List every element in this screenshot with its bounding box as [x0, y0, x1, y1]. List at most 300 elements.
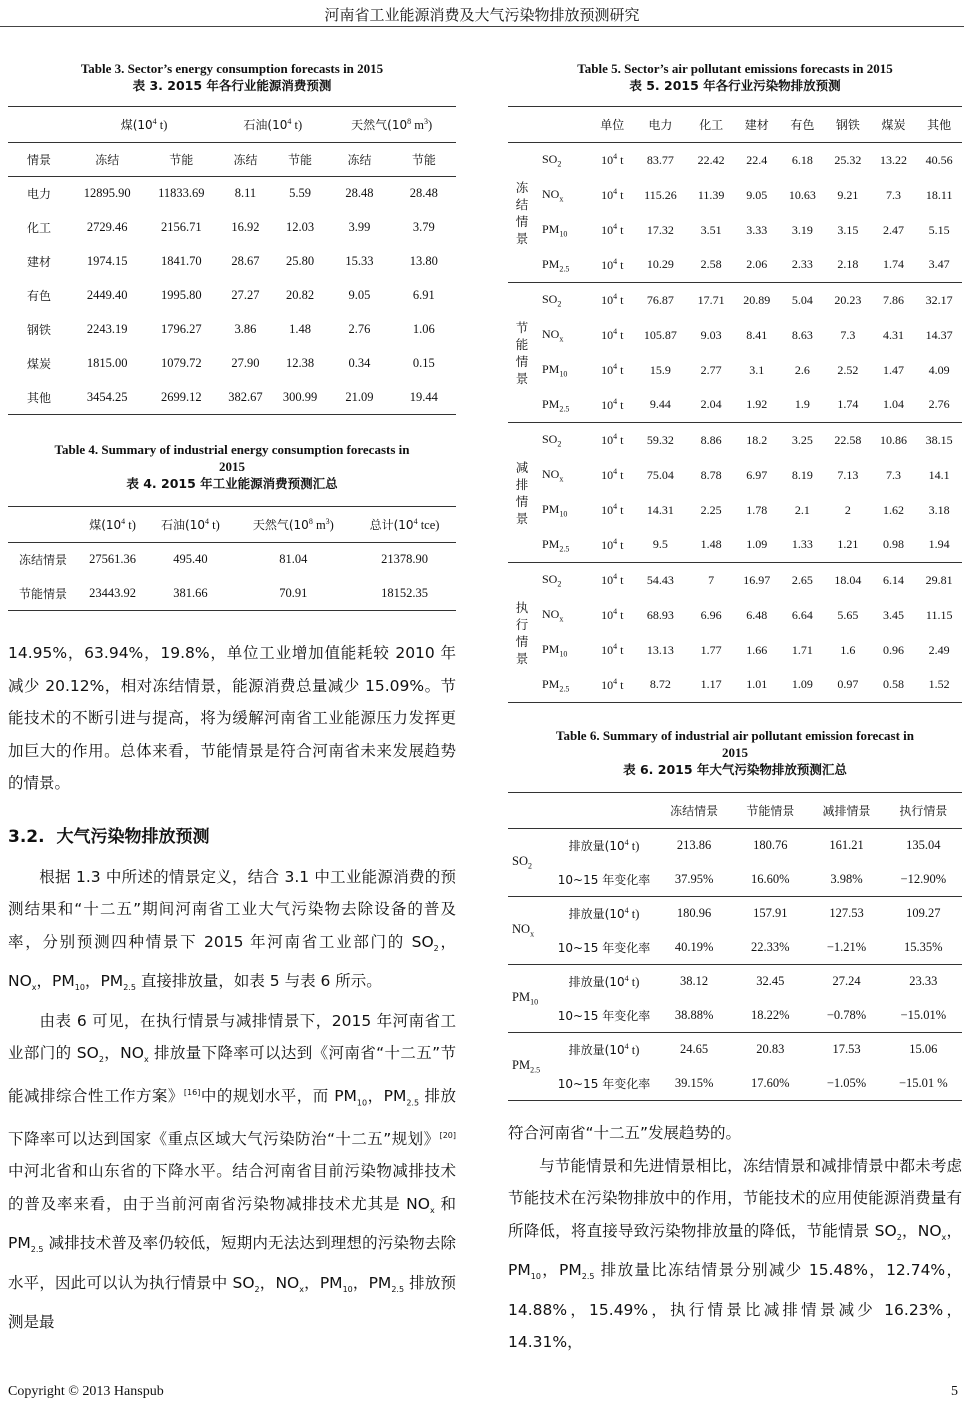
table6-cell: 39.15%	[674, 1075, 714, 1090]
table3-cell: 8.11	[234, 186, 257, 201]
table5-cell: 6.97	[746, 467, 768, 482]
table3-cell: 0.15	[412, 356, 435, 370]
scenario-label-char: 景	[515, 510, 529, 526]
table5-cell: 5.15	[928, 222, 950, 237]
change-rate-label: 10~15 年变化率	[557, 1076, 651, 1091]
table3-cell: 12.38	[285, 356, 315, 370]
table6-cell: 37.95%	[674, 871, 714, 886]
table6-header-cell: 执行情景	[899, 804, 948, 818]
table3-cell: 1.48	[289, 322, 311, 336]
table4-cell: 381.66	[173, 585, 208, 600]
table6-body	[508, 829, 962, 1101]
table3-cell: 382.67	[228, 389, 263, 404]
table5-cell: 1.71	[791, 642, 813, 657]
table5-cell: 7.3	[840, 327, 856, 342]
table6-row	[508, 829, 962, 863]
table3-cell: 1079.72	[160, 356, 202, 370]
table5-header-row	[508, 107, 962, 143]
table5-row	[508, 493, 962, 528]
table3-cell: 28.67	[231, 254, 260, 268]
unit-cell: $10^4$ t	[601, 187, 624, 202]
pollutant-label: $SO_2$	[512, 854, 532, 871]
table5-cell: 76.87	[646, 292, 674, 307]
table6-cell: 180.96	[676, 906, 712, 921]
table5-row	[508, 318, 962, 353]
table6-cell: 40.19%	[674, 939, 714, 954]
table5-cell: 29.81	[925, 572, 953, 587]
table6-cell: −0.78%	[826, 1007, 867, 1022]
table3-cell: 12895.90	[83, 186, 131, 201]
sector-label: 煤炭	[26, 357, 51, 371]
table5-cell: 2.77	[700, 362, 722, 377]
unit-cell: $10^4$ t	[601, 152, 624, 168]
table3-cell: 2156.71	[160, 220, 202, 234]
table5-cell: 2.1	[794, 502, 810, 517]
table5-cell: 10.63	[788, 187, 816, 202]
unit-cell: $10^4$ t	[601, 396, 624, 412]
table5-cell: 17.32	[646, 222, 674, 237]
table5-header-cell: 单位	[600, 118, 625, 132]
table6-cell: 32.45	[756, 974, 785, 989]
table5-cell: 1.48	[700, 537, 722, 552]
unit-cell: $10^4$ t	[601, 256, 624, 272]
table3-cell: 1796.27	[160, 322, 202, 336]
table3-cell: 1.06	[412, 322, 435, 336]
table6-cell: −12.90%	[900, 871, 947, 886]
table5-cell: 10.29	[646, 257, 674, 272]
table6-cell: −1.05%	[826, 1075, 867, 1090]
table5-cell: 8.72	[649, 677, 671, 692]
table6-cell: 38.12	[680, 974, 709, 989]
table6-cell: 27.24	[832, 974, 861, 989]
pollutant-label: $PM_{10}$	[542, 221, 568, 239]
table5-row	[508, 458, 962, 493]
table5-cell: 6.14	[883, 572, 905, 587]
table5-cell: 3.47	[928, 257, 950, 272]
table3-body	[8, 177, 456, 415]
right-column	[508, 60, 962, 1359]
unit-cell: $10^4$ t	[601, 676, 624, 692]
table3-cell: 13.80	[409, 254, 438, 268]
table4-caption	[8, 441, 456, 492]
table6-cell: 17.53	[832, 1042, 861, 1057]
table6-cell: −1.21%	[826, 939, 867, 954]
table3-cell: 2729.46	[86, 220, 128, 234]
emission-label: 排放量($10^4$ t)	[568, 1042, 640, 1058]
table5-cell: 3.25	[791, 432, 813, 447]
table3-cell: 0.34	[348, 356, 371, 370]
table5-cell: 3.51	[700, 222, 722, 237]
table5-row	[508, 248, 962, 283]
table6-cell: 213.86	[676, 838, 712, 853]
table5-cell: 8.19	[791, 467, 813, 482]
pollutant-label: $PM_{10}$	[512, 990, 539, 1007]
table5-header-cell: 电力	[648, 118, 673, 132]
scenario-vertical-label	[508, 563, 536, 703]
scenario-label-char: 冻	[515, 179, 529, 195]
table4-caption-zh: 表 4. 2015 年工业能源消费预测汇总	[126, 476, 338, 491]
table5-cell: 2.18	[837, 257, 859, 272]
table5-header-cell: 其他	[927, 118, 952, 132]
table5-cell: 1.09	[746, 537, 768, 552]
pollutant-label: $SO_2$	[542, 152, 562, 169]
change-rate-label: 10~15 年变化率	[557, 1008, 651, 1023]
sector-label: 有色	[26, 289, 51, 303]
emission-label: 排放量($10^4$ t)	[568, 838, 640, 854]
table5-cell: 83.77	[646, 152, 674, 167]
pollutant-label: $PM_{10}$	[542, 361, 568, 379]
table6-header-row	[508, 793, 962, 829]
table5-cell: 9.03	[700, 327, 722, 342]
table5-cell: 8.63	[791, 327, 813, 342]
table3-cell: 16.92	[231, 220, 260, 234]
table5-cell: 3.18	[928, 502, 950, 517]
table4-caption-en-1: Table 4. Summary of industrial energy consumption forecasts in	[54, 442, 410, 457]
table6-cell: 135.04	[906, 838, 941, 853]
table3-cell: 19.44	[409, 389, 438, 404]
table3-cell: 1995.80	[160, 288, 202, 302]
left-paragraph-3: 由表 6 可见，在执行情景与减排情景下，2015 年河南省工业部门的 $SO_2$，$NO_x$ 排放量下降率可以达到《河南省“十二五”节能减排综合性工作方案》[16]中的规划水平，而 $PM_{10}$，$PM_{2.5}$ 排放下降率可以达到国家《重点区域大气污染防治“十二五”规划》[20]中河北省和山东省的下降水平。结合河南省目前污染物减排技术的普及率来看，由于当前河南省污染物减排技术尤其是 $NO_x$ 和 $PM_{2.5}$ 减排技术普及率仍较低，短期内无法达到理想的污染物去除水平，因此可以认为执行情景中 $SO_2$，$NO_x$，$PM_{10}$，$PM_{2.5}$ 排放预测是最	[8, 1011, 456, 1332]
table3-row	[8, 279, 456, 313]
scenario-label-char: 排	[515, 476, 529, 492]
unit-cell: $10^4$ t	[601, 432, 624, 448]
table5-cell: 14.31	[646, 502, 674, 517]
table3	[8, 106, 456, 415]
citation-16: [16]	[183, 1087, 201, 1097]
scenario-label-char: 执	[515, 599, 529, 615]
scenario-vertical-label	[508, 143, 536, 283]
table5-cell: 1.17	[700, 677, 722, 692]
table5-cell: 15.9	[649, 362, 671, 377]
pollutant-label: $PM_{2.5}$	[512, 1058, 541, 1075]
table3-cell: 1815.00	[86, 356, 128, 370]
left-paragraph-2: 根据 1.3 中所述的情景定义，结合 3.1 中工业能源消费的预测结果和“十二五”期间河南省工业大气污染物去除设备的普及率，分别预测四种情景下 2015 年河南省工业部门的 $SO_2$，$NO_x$，$PM_{10}$，$PM_{2.5}$ 直接排放量，如表 5 与表 6 所示。	[8, 867, 456, 993]
table5-header-cell: 有色	[790, 118, 815, 132]
table6-row	[508, 1033, 962, 1067]
table5-cell: 9.21	[837, 187, 859, 202]
table5-caption-zh: 表 5. 2015 年各行业污染物排放预测	[629, 78, 841, 93]
table5-row	[508, 598, 962, 633]
table4-header-gas: 天然气($10^8$ $m^3$)	[252, 516, 334, 532]
table5	[508, 106, 962, 703]
table5-cell: 54.43	[646, 572, 674, 587]
table5-cell: 2.76	[928, 397, 950, 412]
table5-cell: 75.04	[646, 467, 674, 482]
table3-row	[8, 177, 456, 211]
table5-cell: 3.1	[749, 362, 765, 377]
table5-cell: 1.74	[837, 397, 859, 412]
table5-cell: 105.87	[643, 327, 677, 342]
emission-label: 排放量($10^4$ t)	[568, 974, 640, 990]
table6-row	[508, 931, 962, 965]
table5-cell: 68.93	[646, 607, 674, 622]
table5-cell: 11.15	[925, 607, 953, 622]
right-paragraph-2: 与节能情景和先进情景相比，冻结情景和减排情景中都未考虑节能技术在污染物排放中的作用，节能技术的应用使能源消费量有所降低，将直接导致污染物排放量的降低，节能情景 $SO_2$，$NO_x$，$PM_{10}$，$PM_{2.5}$ 排放量比冻结情景分别减少 15.48%，12.74%，14.88%，15.49%，执行情景比减排情景减少 16.23%，14.31%，	[508, 1156, 962, 1352]
pollutant-label: $SO_2$	[542, 432, 562, 449]
scenario-label-char: 景	[515, 230, 529, 246]
sector-label: 化工	[26, 221, 51, 235]
table5-cell: 8.41	[746, 327, 768, 342]
table5-cell: 20.89	[743, 292, 771, 307]
table4-cell: 70.91	[279, 585, 308, 600]
table5-cell: 9.05	[746, 187, 768, 202]
pollutant-label: $NO_x$	[512, 922, 535, 939]
table5-cell: 1.01	[746, 677, 768, 692]
table5-header-cell: 化工	[699, 118, 724, 132]
table3-cell: 300.99	[282, 389, 318, 404]
sector-label: 建材	[26, 255, 51, 269]
table5-cell: 40.56	[925, 152, 953, 167]
scenario-label-char: 情	[515, 633, 529, 649]
scenario-label-char: 情	[515, 493, 529, 509]
table3-cell: 3.99	[348, 220, 371, 234]
table5-row	[508, 213, 962, 248]
table5-cell: 6.48	[746, 607, 768, 622]
pollutant-label: $PM_{10}$	[542, 501, 568, 519]
table5-cell: 3.33	[746, 222, 768, 237]
table5-cell: 2.49	[928, 642, 950, 657]
pollutant-label: $PM_{2.5}$	[542, 676, 570, 693]
table3-header-row	[8, 107, 456, 143]
table5-cell: 38.15	[925, 432, 953, 447]
table3-header-coal: 煤($10^4$ t)	[120, 116, 168, 132]
section-number: 3.2.	[8, 826, 45, 847]
table5-cell: 10.86	[880, 432, 908, 447]
table5-cell: 1.78	[746, 502, 768, 517]
table5-cell: 1.09	[791, 677, 813, 692]
table4-cell: 81.04	[279, 552, 308, 567]
scenario-label-char: 情	[515, 213, 529, 229]
table3-row	[8, 313, 456, 347]
table3-row	[8, 211, 456, 245]
table5-row	[508, 563, 962, 598]
table6-row	[508, 1067, 962, 1101]
table3-cell: 1974.15	[86, 254, 128, 268]
unit-cell: $10^4$ t	[601, 362, 624, 377]
running-header: 河南省工业能源消费及大气污染物排放预测研究	[324, 6, 640, 24]
unit-cell: $10^4$ t	[601, 502, 624, 517]
table4-row	[8, 577, 456, 611]
table4-cell: 27561.36	[89, 552, 136, 567]
table6-caption	[508, 727, 962, 778]
table3-row	[8, 381, 456, 415]
pollutant-label: $PM_{2.5}$	[542, 256, 570, 273]
table6-header-cell: 节能情景	[746, 804, 795, 818]
pollutant-label: $PM_{2.5}$	[542, 396, 570, 413]
table5-cell: 8.86	[700, 432, 722, 447]
table5-cell: 7.3	[886, 187, 902, 202]
table5-row	[508, 668, 962, 703]
table5-cell: 1.94	[928, 537, 950, 552]
table3-cell: 5.59	[289, 186, 311, 201]
table4	[8, 506, 456, 611]
scenario-label-char: 能	[515, 336, 529, 352]
scenario-vertical-label	[508, 423, 536, 563]
table5-cell: 11.39	[697, 187, 725, 202]
table3-cell: 2449.40	[86, 288, 128, 302]
table3-cell: 9.05	[348, 288, 371, 302]
table5-cell: 16.97	[743, 572, 771, 587]
pollutant-label: $SO_2$	[542, 292, 562, 309]
table5-cell: 25.32	[834, 152, 862, 167]
pollutant-label: $PM_{10}$	[542, 641, 568, 659]
table5-cell: 0.97	[837, 677, 859, 692]
table5-cell: 1.6	[840, 642, 856, 657]
table5-cell: 14.37	[925, 327, 953, 342]
left-column	[8, 60, 456, 1339]
right-paragraph-1: 符合河南省“十二五”发展趋势的。	[508, 1124, 742, 1142]
citation-20: [20]	[439, 1130, 456, 1140]
table5-cell: 7.13	[837, 467, 859, 482]
table5-cell: 59.32	[646, 432, 674, 447]
table4-caption-en-2: 2015	[219, 459, 245, 474]
sector-label: 钢铁	[26, 323, 51, 337]
table6-cell: 17.60%	[751, 1075, 790, 1090]
table5-cell: 1.47	[883, 362, 905, 377]
table6-cell: 3.98%	[830, 871, 863, 886]
table5-cell: 1.33	[791, 537, 813, 552]
change-rate-label: 10~15 年变化率	[557, 940, 651, 955]
table4-cell: 23443.92	[89, 585, 136, 600]
table3-row	[8, 347, 456, 381]
table6-cell: 157.91	[753, 906, 788, 921]
table3-cell: 15.33	[345, 254, 374, 268]
table5-cell: 0.96	[883, 642, 905, 657]
table5-cell: 1.66	[746, 642, 768, 657]
table4-cell: 495.40	[173, 552, 208, 567]
pollutant-label: $NO_x$	[542, 186, 564, 204]
left-paragraph-1: 14.95%，63.94%，19.8%，单位工业增加值能耗较 2010 年减少 20.12%，相对冻结情景，能源消费总量减少 15.09%。节能技术的不断引进与提高，将为缓解河南省工业能源压力发挥更加巨大的作用。总体来看，节能情景是符合河南省未来发展趋势的情景。	[8, 644, 456, 792]
table5-cell: 2.58	[700, 257, 722, 272]
table5-cell: 32.17	[925, 292, 953, 307]
table5-cell: 2.25	[700, 502, 722, 517]
table5-cell: 4.09	[928, 362, 950, 377]
scenario-label-char: 结	[515, 196, 529, 212]
scenario-label-char: 情	[515, 353, 529, 369]
table6-cell: 161.21	[829, 838, 864, 853]
unit-cell: $10^4$ t	[601, 327, 624, 342]
table3-cell: 25.80	[285, 254, 315, 268]
table3-cell: 27.90	[231, 356, 260, 370]
table6-cell: 180.76	[753, 838, 788, 853]
table6-cell: 23.33	[909, 974, 938, 989]
footer-page-number: 5	[951, 1384, 958, 1399]
table4-header-row	[8, 507, 456, 543]
table5-cell: 2	[844, 502, 851, 517]
table5-cell: 2.6	[794, 362, 810, 377]
table5-row	[508, 388, 962, 423]
table5-cell: 22.4	[746, 152, 768, 167]
table5-cell: 1.04	[883, 397, 905, 412]
table6-caption-en-2: 2015	[722, 745, 748, 760]
change-rate-label: 10~15 年变化率	[557, 872, 651, 887]
unit-cell: $10^4$ t	[601, 467, 624, 482]
table5-row	[508, 423, 962, 458]
sector-label: 电力	[26, 187, 51, 202]
table5-cell: 1.52	[928, 677, 950, 692]
table5-cell: 18.11	[925, 187, 953, 202]
table3-cell: 28.48	[409, 186, 438, 201]
table3-caption-en: Table 3. Sector’s energy consumption forecasts in 2015	[80, 61, 384, 76]
table5-row	[508, 528, 962, 563]
table3-cell: 27.27	[231, 288, 260, 302]
table6-cell: 24.65	[680, 1042, 709, 1057]
table5-cell: 7.86	[883, 292, 905, 307]
table6-cell: 38.88%	[674, 1007, 714, 1022]
table6-cell: 15.06	[909, 1042, 938, 1057]
table3-cell: 1841.70	[160, 254, 202, 268]
table6-row	[508, 999, 962, 1033]
pollutant-label: $SO_2$	[542, 572, 562, 589]
table3-cell: 20.82	[285, 288, 315, 302]
table6-row	[508, 863, 962, 897]
scenario-label: 节能情景	[18, 586, 67, 601]
table5-body	[508, 143, 962, 703]
table3-cell: 21.09	[345, 389, 374, 404]
table6-row	[508, 897, 962, 931]
table5-cell: 2.47	[883, 222, 905, 237]
scenario-label-char: 景	[515, 370, 529, 386]
unit-cell: $10^4$ t	[601, 292, 624, 308]
table3-cell: 2699.12	[160, 389, 202, 404]
table3-caption	[8, 60, 456, 94]
table6-cell: 15.35%	[904, 939, 943, 954]
pollutant-label: $NO_x$	[542, 606, 564, 624]
table3-cell: 3.86	[234, 322, 257, 336]
scenario-label-char: 景	[515, 650, 529, 666]
table5-cell: 5.04	[791, 292, 813, 307]
table3-header-oil: 石油($10^4$ t)	[243, 116, 303, 132]
table4-cell: 21378.90	[381, 552, 428, 567]
unit-cell: $10^4$ t	[601, 607, 624, 622]
table4-body	[8, 543, 456, 611]
table5-cell: 13.13	[646, 642, 674, 657]
table5-cell: 2.04	[700, 397, 722, 412]
table3-cell: 2243.19	[86, 322, 128, 336]
table5-cell: 22.42	[697, 152, 725, 167]
table5-caption-en: Table 5. Sector’s air pollutant emissions forecasts in 2015	[577, 61, 893, 76]
scenario-label-char: 行	[515, 616, 529, 632]
table5-cell: 8.78	[700, 467, 722, 482]
table3-caption-zh: 表 3. 2015 年各行业能源消费预测	[132, 78, 332, 93]
table5-cell: 9.5	[652, 537, 668, 552]
table5-cell: 1.9	[794, 397, 810, 412]
table5-cell: 1.21	[837, 537, 859, 552]
table5-cell: 13.22	[880, 152, 908, 167]
unit-cell: $10^4$ t	[601, 642, 624, 657]
table5-cell: 2.65	[791, 572, 813, 587]
table5-cell: 4.31	[883, 327, 905, 342]
table6-cell: 20.83	[756, 1042, 785, 1057]
table4-header-coal: 煤($10^4$ t)	[89, 516, 136, 532]
scenario-label-char: 减	[515, 459, 529, 475]
unit-cell: $10^4$ t	[601, 536, 624, 552]
table5-cell: 3.19	[791, 222, 813, 237]
pollutant-label: $NO_x$	[542, 466, 564, 484]
table6-cell: −15.01 %	[898, 1075, 948, 1090]
table5-cell: 1.92	[746, 397, 768, 412]
table6-caption-en-1: Table 6. Summary of industrial air pollutant emission forecast in	[555, 728, 914, 743]
table4-row	[8, 543, 456, 577]
table5-cell: 22.58	[834, 432, 862, 447]
table5-row	[508, 633, 962, 668]
table5-row	[508, 143, 962, 178]
table5-cell: 6.64	[791, 607, 813, 622]
table3-cell: 3.79	[412, 220, 435, 234]
scenario-vertical-label	[508, 283, 536, 423]
table3-cell: 12.03	[285, 220, 315, 234]
table6-cell: 22.33%	[751, 939, 790, 954]
